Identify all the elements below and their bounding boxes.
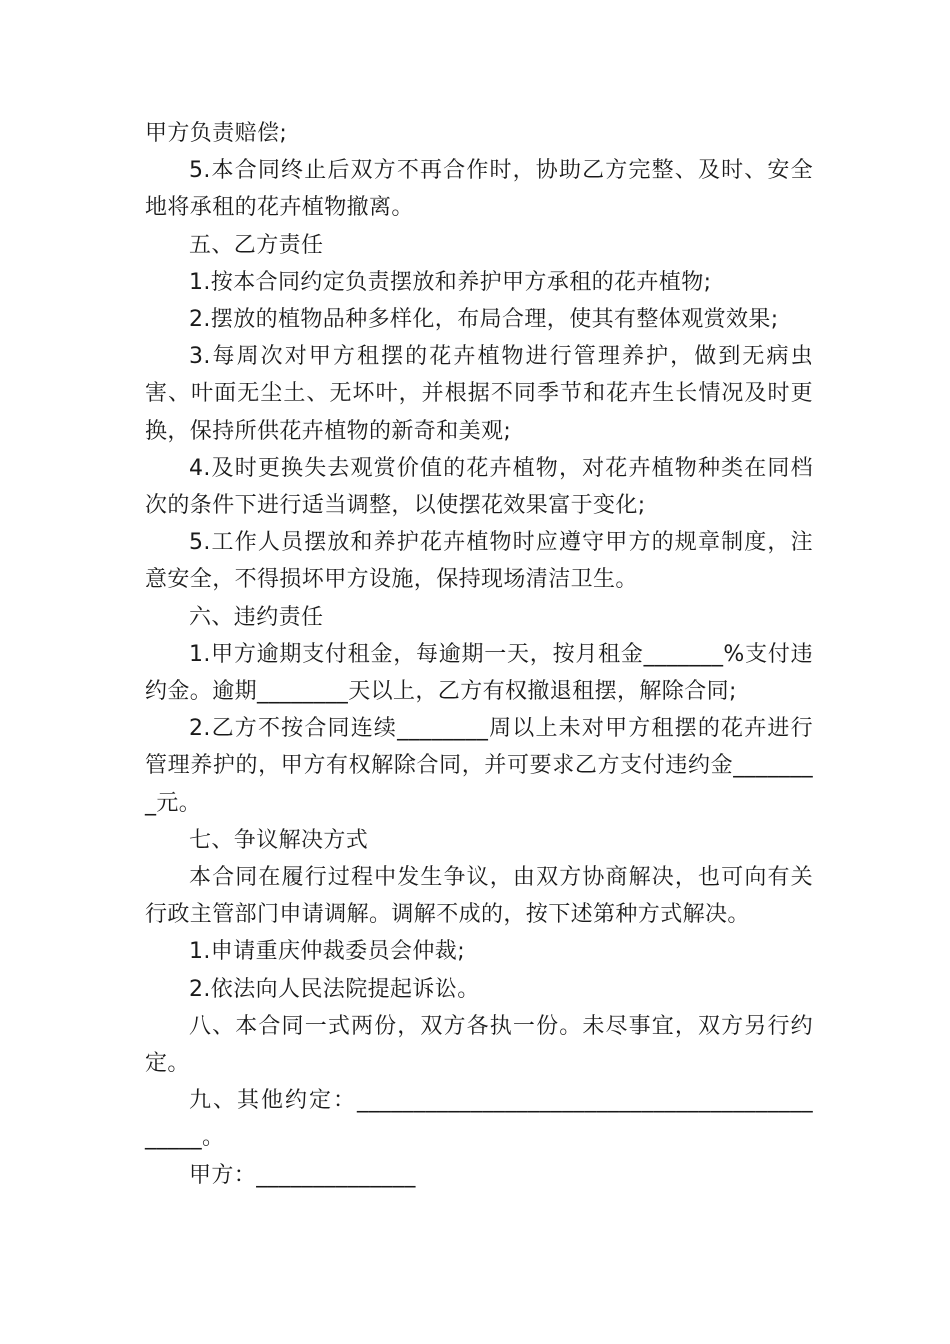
signature-party-a: 甲方：______________ — [189, 1162, 416, 1188]
paragraph-clause-b3: 3.每周次对甲方租摆的花卉植物进行管理养护，做到无病虫害、叶面无尘土、无坏叶，并根据不同季节和花卉生长情况及时更换，保持所供花卉植物的新奇和美观; — [145, 344, 813, 444]
paragraph-dispute-option-1: 1.申请重庆仲裁委员会仲裁; — [189, 939, 466, 965]
paragraph-clause-a5: 5.本合同终止后双方不再合作时，协助乙方完整、及时、安全地将承租的花卉植物撤离。 — [145, 158, 813, 221]
paragraph-clause-b5: 5.工作人员摆放和养护花卉植物时应遵守甲方的规章制度，注意安全，不得损坏甲方设施，保持现场清洁卫生。 — [145, 530, 813, 593]
paragraph-clause-b4: 4.及时更换失去观赏价值的花卉植物，对花卉植物种类在同档次的条件下进行适当调整，以使摆花效果富于变化; — [145, 455, 813, 519]
paragraph-other-terms: 九、其他约定：_____________________________________________。 — [145, 1088, 813, 1151]
paragraph-compensation: 甲方负责赔偿; — [145, 121, 288, 146]
section-heading-party-b-duties: 五、乙方责任 — [189, 232, 324, 258]
paragraph-clause-b2: 2.摆放的植物品种多样化，布局合理，使其有整体观赏效果; — [189, 307, 779, 333]
section-heading-breach: 六、违约责任 — [189, 604, 324, 630]
paragraph-dispute-intro: 本合同在履行过程中发生争议，由双方协商解决，也可向有关行政主管部门申请调解。调解不成的，按下述第种方式解决。 — [145, 865, 813, 928]
section-heading-dispute: 七、争议解决方式 — [189, 827, 369, 853]
paragraph-copies: 八、本合同一式两份，双方各执一份。未尽事宜，双方另行约定。 — [145, 1013, 813, 1077]
document-body — [145, 115, 813, 1194]
paragraph-dispute-option-2: 2.依法向人民法院提起诉讼。 — [189, 976, 480, 1002]
paragraph-breach-2: 2.乙方不按合同连续________周以上未对甲方租摆的花卉进行管理养护的，甲方有权解除合同，并可要求乙方支付违约金________元。 — [145, 716, 813, 816]
paragraph-clause-b1: 1.按本合同约定负责摆放和养护甲方承租的花卉植物; — [189, 269, 712, 295]
paragraph-breach-1: 1.甲方逾期支付租金，每逾期一天，按月租金_______%支付违约金。逾期________天以上，乙方有权撤退租摆，解除合同; — [145, 641, 813, 705]
